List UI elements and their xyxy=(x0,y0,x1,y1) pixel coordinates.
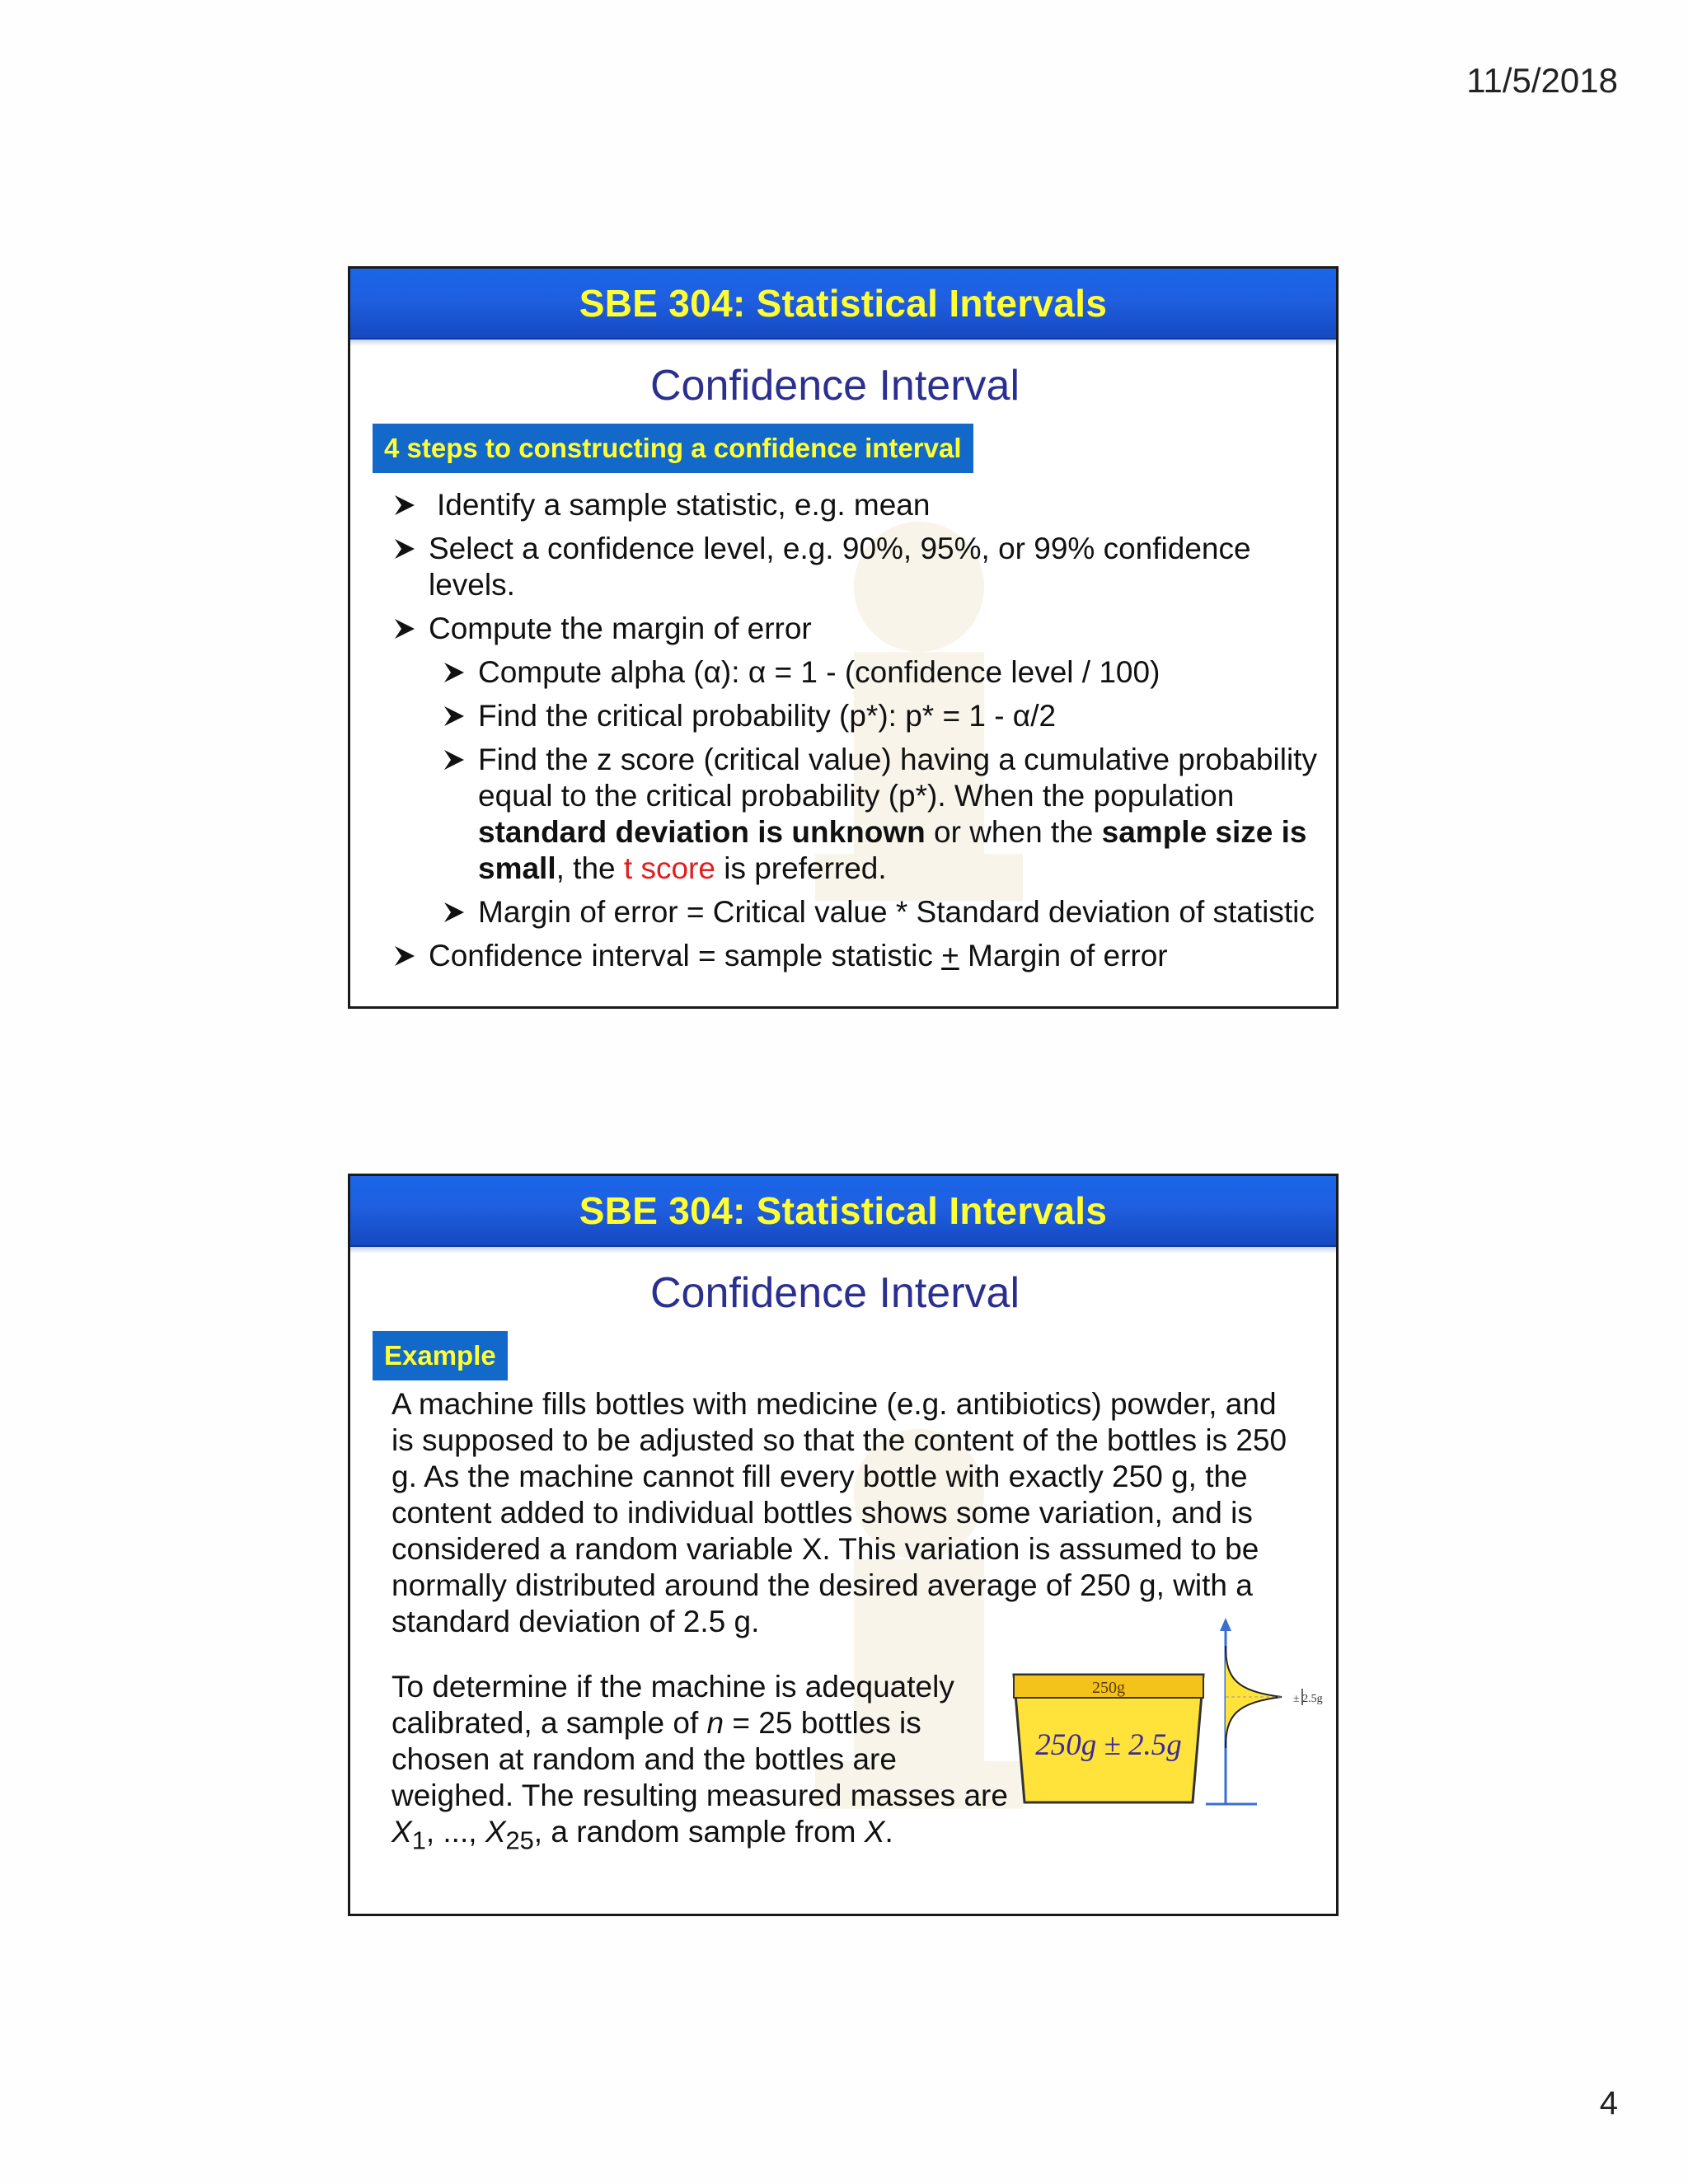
arrow-bullet-icon xyxy=(392,611,421,647)
bullet-text: or when the xyxy=(925,815,1102,849)
italic-var: X xyxy=(485,1815,506,1849)
slide-example xyxy=(348,1174,1339,1916)
italic-var: X xyxy=(864,1815,885,1849)
italic-var: X xyxy=(392,1815,412,1849)
slide-header xyxy=(350,269,1336,340)
text: . xyxy=(884,1815,893,1849)
subscript: 25 xyxy=(505,1825,534,1855)
arrow-bullet-icon xyxy=(392,487,421,523)
bullet-text: , the xyxy=(556,851,624,885)
sampling-paragraph xyxy=(392,1669,1018,1858)
slide-header xyxy=(350,1176,1336,1247)
list-item xyxy=(392,611,1331,647)
text: , ..., xyxy=(425,1815,485,1849)
text: To determine if the machine is adequately calibrated, a sample of xyxy=(392,1670,954,1740)
list-item xyxy=(392,531,1331,603)
bullet-text: Find the z score (critical value) having a cumulative probability equal to the critical probability (p*). When the population xyxy=(478,743,1317,813)
arrow-bullet-icon xyxy=(392,531,421,567)
steps-label: 4 steps to constructing a confidence interval xyxy=(373,424,973,473)
text: = 25 bottles is chosen at random and the bottles are weighed. The resulting measured masses are xyxy=(392,1706,1008,1812)
header-title: SBE 304: Statistical Intervals xyxy=(579,282,1108,325)
bullet-text: Find the critical probability (p*): p* = 1 - α/2 xyxy=(478,699,1057,733)
arrow-bullet-icon xyxy=(441,742,471,778)
bullet-text: is preferred. xyxy=(715,851,887,885)
header-divider xyxy=(350,340,1336,346)
steps-list xyxy=(392,487,1331,982)
arrow-bullet-icon xyxy=(392,938,421,974)
bullet-text: Confidence interval = sample statistic xyxy=(429,939,942,972)
slide-title: Confidence Interval xyxy=(649,362,1020,410)
bold-text: standard deviation is unknown xyxy=(478,815,926,849)
plus-minus-text: + xyxy=(941,939,959,972)
bullet-text: Margin of error xyxy=(959,939,1168,972)
header-divider xyxy=(350,1247,1336,1254)
list-item xyxy=(441,894,1331,930)
arrow-bullet-icon xyxy=(441,894,471,930)
subscript: 1 xyxy=(411,1825,426,1855)
range-label: ± 2.5g xyxy=(1293,1693,1323,1705)
list-item xyxy=(392,938,1331,974)
bullet-text: Margin of error = Critical value * Standard deviation of statistic xyxy=(478,895,1315,929)
italic-var: n xyxy=(706,1706,724,1740)
bullet-text: Compute the margin of error xyxy=(429,612,812,645)
bullet-text: Identify a sample statistic, e.g. mean xyxy=(437,488,931,522)
arrow-bullet-icon xyxy=(441,698,471,734)
highlight-text: t score xyxy=(623,851,715,885)
container-label-small: 250g xyxy=(1092,1679,1125,1697)
slide-title: Confidence Interval xyxy=(649,1269,1020,1317)
list-item xyxy=(441,698,1331,734)
axis-arrow-icon xyxy=(1220,1618,1231,1631)
list-item xyxy=(441,654,1331,691)
list-item xyxy=(441,742,1331,887)
header-title: SBE 304: Statistical Intervals xyxy=(579,1189,1108,1232)
bottle-distribution-figure xyxy=(1010,1613,1323,1827)
bold-text: sample size is small xyxy=(478,815,1307,885)
example-paragraph: A machine fills bottles with medicine (e.g. antibiotics) powder, and is supposed to be adjusted so that the content of the bottles is 250 g. As the machine cannot fill every bottle with exactly 250 g, the content added to individual bottles shows some variation, and is considered a random variable X. This variation is assumed to be normally distributed around the desired average of 250 g, with a standard deviation of 2.5 g. xyxy=(392,1387,1287,1638)
arrow-bullet-icon xyxy=(441,654,471,691)
bullet-text: Select a confidence level, e.g. 90%, 95%, or 99% confidence levels. xyxy=(429,532,1251,602)
container-label-main: 250g ± 2.5g xyxy=(1035,1728,1182,1762)
example-label: Example xyxy=(373,1331,508,1380)
page-date: 11/5/2018 xyxy=(1466,61,1618,100)
slide-steps xyxy=(348,266,1339,1009)
list-item xyxy=(392,487,1331,523)
page-number: 4 xyxy=(1599,2085,1618,2121)
bullet-text: Compute alpha (α): α = 1 - (confidence level / 100) xyxy=(478,655,1160,689)
text: , a random sample from xyxy=(533,1815,865,1849)
